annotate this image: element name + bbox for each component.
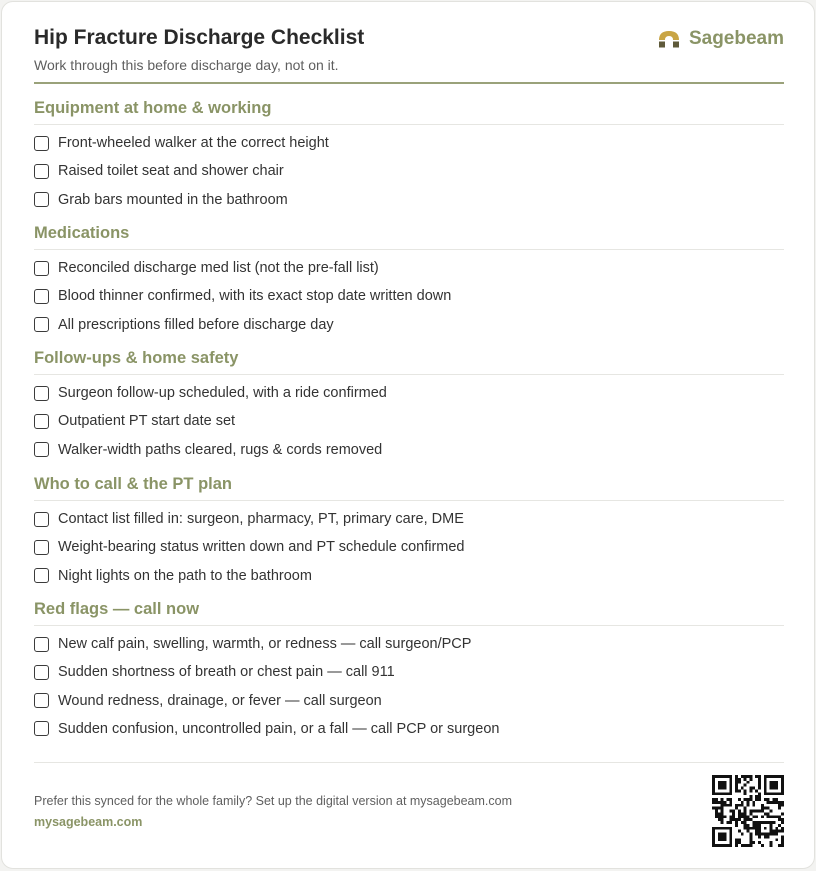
checkbox[interactable] (34, 721, 49, 736)
checklist-item-label: Sudden shortness of breath or chest pain — call 911 (58, 664, 395, 681)
checklist-item[interactable] (34, 411, 235, 431)
checklist-item[interactable] (34, 634, 471, 654)
checkbox[interactable] (34, 164, 49, 179)
footer-link[interactable]: mysagebeam.com (34, 815, 143, 829)
footer-text: Prefer this synced for the whole family? Set up the digital version at mysagebeam.com (34, 794, 513, 808)
checkbox[interactable] (34, 136, 49, 151)
checklist-item-label: New calf pain, swelling, warmth, or redness — call surgeon/PCP (58, 636, 472, 652)
checkbox[interactable] (34, 261, 49, 276)
checklist-item-label: Front-wheeled walker at the correct height (58, 135, 329, 151)
checklist-item[interactable] (34, 161, 284, 181)
checklist-item[interactable] (34, 286, 451, 306)
checklist-item-label: Contact list filled in: surgeon, pharmacy, PT, primary care, DME (58, 511, 464, 527)
checkbox[interactable] (34, 512, 49, 527)
checklist-item-label: Surgeon follow-up scheduled, with a ride confirmed (58, 385, 387, 401)
checkbox[interactable] (34, 665, 49, 680)
header-divider (34, 82, 784, 84)
checklist-item-label: Reconciled discharge med list (not the pre-fall list) (58, 260, 379, 276)
section-divider (34, 500, 784, 501)
checklist-item-label: Sudden confusion, uncontrolled pain, or a fall — call PCP or surgeon (58, 720, 500, 737)
checklist-item-label: Wound redness, drainage, or fever — call surgeon (58, 692, 382, 709)
checkbox[interactable] (34, 317, 49, 332)
checklist-item[interactable] (34, 691, 382, 711)
checklist-item-label: Raised toilet seat and shower chair (58, 163, 284, 180)
checklist-item[interactable] (34, 537, 465, 557)
section-title: Follow-ups & home safety (34, 349, 239, 367)
section-divider (34, 124, 784, 125)
checklist-item[interactable] (34, 258, 379, 278)
checklist-item-label: Blood thinner confirmed, with its exact stop date written down (58, 288, 452, 305)
checklist-item[interactable] (34, 662, 395, 682)
checklist-item-label: Night lights on the path to the bathroom (58, 567, 312, 584)
brand-logo (658, 28, 784, 50)
checkbox[interactable] (34, 693, 49, 708)
section-divider (34, 249, 784, 250)
checklist-item[interactable] (34, 133, 329, 153)
footer-divider (34, 762, 784, 763)
arch-logo-icon (658, 30, 680, 48)
checklist-item[interactable] (34, 719, 499, 739)
checkbox[interactable] (34, 289, 49, 304)
checklist-item[interactable] (34, 509, 464, 529)
section-title: Who to call & the PT plan (34, 475, 232, 493)
page-subtitle: Work through this before discharge day, not on it. (34, 57, 339, 73)
checklist-item[interactable] (34, 190, 288, 210)
checkbox[interactable] (34, 568, 49, 583)
page-title: Hip Fracture Discharge Checklist (34, 26, 365, 49)
checklist-item[interactable] (34, 383, 387, 403)
checkbox[interactable] (34, 386, 49, 401)
checklist-item-label: All prescriptions filled before discharge day (58, 316, 334, 333)
checklist-item-label: Walker-width paths cleared, rugs & cords removed (58, 441, 383, 458)
checkbox[interactable] (34, 637, 49, 652)
section-title: Equipment at home & working (34, 99, 272, 117)
checklist-item[interactable] (34, 440, 382, 460)
section-divider (34, 625, 784, 626)
checklist-item-label: Weight-bearing status written down and PT schedule confirmed (58, 539, 465, 556)
brand-name: Sagebeam (688, 28, 784, 49)
checkbox[interactable] (34, 192, 49, 207)
qr-code-icon[interactable] (712, 775, 784, 847)
section-title: Medications (34, 224, 130, 242)
checkbox[interactable] (34, 442, 49, 457)
checklist-item[interactable] (34, 566, 312, 586)
checkbox[interactable] (34, 414, 49, 429)
checklist-card (1, 1, 815, 869)
checklist-item-label: Grab bars mounted in the bathroom (58, 191, 288, 208)
checklist-item[interactable] (34, 315, 334, 335)
checklist-item-label: Outpatient PT start date set (58, 413, 236, 430)
section-title: Red flags — call now (34, 600, 200, 618)
section-divider (34, 374, 784, 375)
checkbox[interactable] (34, 540, 49, 555)
